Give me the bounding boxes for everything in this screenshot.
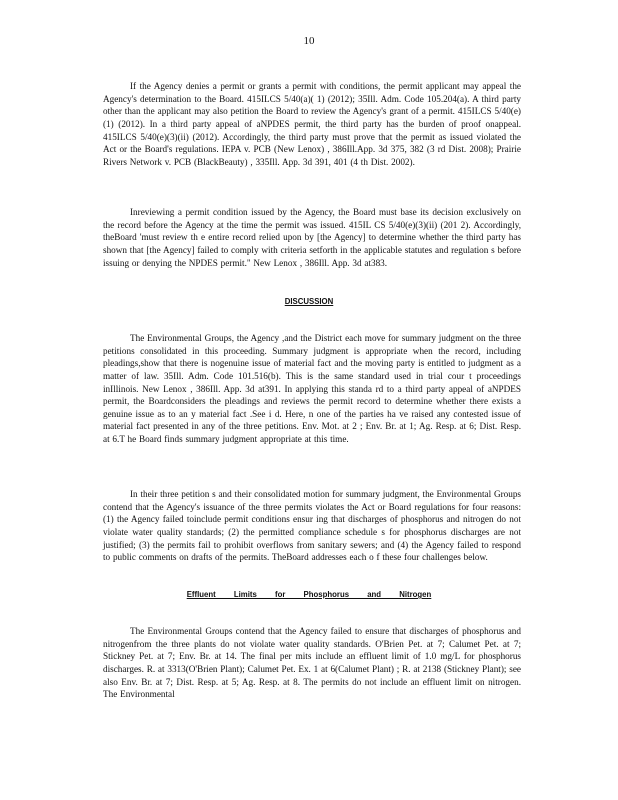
heading-effluent-limits	[0, 590, 618, 599]
paragraph-appeal-standard: If the Agency denies a permit or grants a permit with conditions, the permit applicant may appeal the Agency's determination to the Board. 415ILCS 5/40(a)( 1) (2012); 35Ill. Adm. Code 105.204(a). A third party other than the applicant may also petition the Board to review the Agency's grant of a permit. 415ILCS 5/40(e)(1) (2012). In a third party appeal of aNPDES permit, the third party has the burden of proof onappeal. 415ILCS 5/40(e)(3)(ii) (2012). Accordingly, the third party must prove that the permit as issued violated the Act or the Board's regulations. IEPA v. PCB (New Lenox) , 386Ill.App. 3d 375, 382 (3 rd Dist. 2008); Prairie Rivers Network v. PCB (BlackBeauty) , 335Ill. App. 3d 391, 401 (4 th Dist. 2002).	[103, 81, 521, 167]
heading-discussion	[0, 297, 618, 306]
paragraph-effluent-limits: The Environmental Groups contend that the Agency failed to ensure that discharges of phosphorus and nitrogenfrom the three plants do not violate water quality standards. O'Brien Pet. at 7; Calumet Pet. at 7; Stickney Pet. at 7; Env. Br. at 14. The final per mits include an effluent limit of 1.0 mg/L for phosphorus discharges. R. at 3313(O'Brien Plant); Calumet Pet. Ex. 1 at 6(Calumet Plant) ; R. at 2138 (Stickney Plant); see also Env. Br. at 7; Dist. Resp. at 5; Ag. Resp. at 8. The permits do not include an effluent limit on nitrogen. The Environmental	[103, 626, 521, 700]
heading-discussion-text: DISCUSSION	[284, 297, 334, 306]
page-number: 10	[303, 35, 315, 47]
paragraph-summary-judgment: The Environmental Groups, the Agency ,and the District each move for summary judgment on the three petitions consolidated in this proceeding. Summary judgment is appropriate when the record, including pleadings,show that there is nogenuine issue of material fact and the moving party is entitled to judgment as a matter of law. 35Ill. Adm. Code 101.516(b). This is the same standard used in trial cour t proceedings inIllinois. New Lenox , 386Ill. App. 3d at391. In applying this standa rd to a third party appeal of aNPDES permit, the Boardconsiders the pleadings and reviews the permit record to determine whether there exists a genuine issue as to an y material fact .See i d. Here, n one of the parties ha ve raised any contested issue of material fact presented in any of the three petitions. Env. Mot. at 2 ; Env. Br. at 1; Ag. Resp. at 6; Dist. Resp. at 6.T he Board finds summary judgment appropriate at this time.	[103, 333, 521, 444]
paragraph-review-record: Inreviewing a permit condition issued by the Agency, the Board must base its decision exclusively on the record before the Agency at the time the permit was issued. 415IL CS 5/40(e)(3)(ii) (201 2). Accordingly, theBoard 'must review th e entire record relied upon by [the Agency] to determine whether the third party has shown that [the Agency] failed to comply with criteria setforth in the applicable statutes and regulation s before issuing or denying the NPDES permit." New Lenox , 386Ill. App. 3d at383.	[103, 207, 521, 268]
heading-effluent-limits-text: Effluent Limits for Phosphorus and Nitrogen	[186, 590, 432, 599]
paragraph-four-reasons: In their three petition s and their consolidated motion for summary judgment, the Environmental Groups contend that the Agency's issuance of the three permits violates the Act or Board regulations for four reasons: (1) the Agency failed toinclude permit conditions ensur ing that discharges of phosphorus and nitrogen do not violate water quality standards; (2) the permitted compliance schedule s for phosphorus discharges are not justified; (3) the permits fail to prohibit overflows from sanitary sewers; and (4) the Agency failed to respond to public comments on drafts of the permits. TheBoard addresses each o f these four challenges below.	[103, 489, 522, 563]
